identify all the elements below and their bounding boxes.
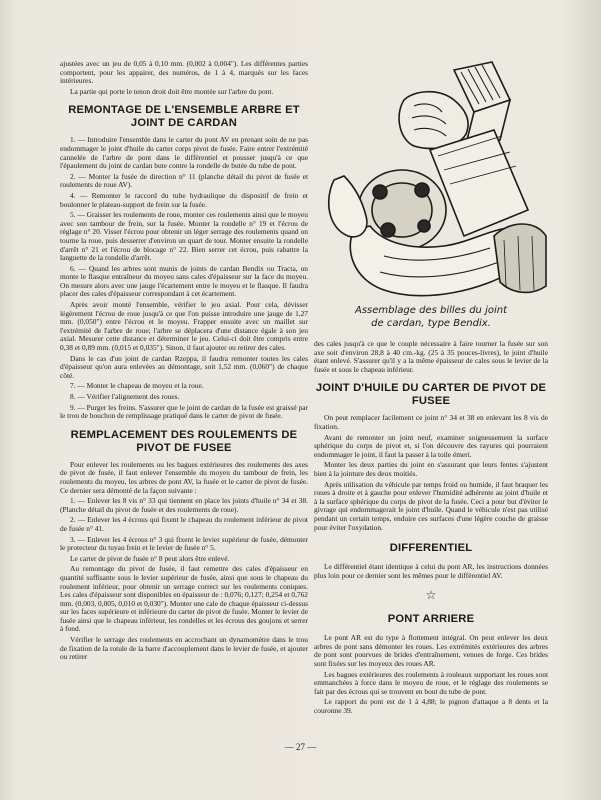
body-paragraph: 4. — Remonter le raccord du tube hydraulique du dispositif de frein et boulonner le plateau-support de frein sur la fusée. — [60, 190, 308, 209]
body-paragraph: Le rapport du pont est de 1 à 4,88; le pignon d'attaque a 8 dents et la couronne 39. — [314, 697, 548, 716]
page-number: — 27 — — [284, 742, 317, 752]
body-paragraph: 3. — Enlever les 4 écrous n° 3 qui fixent le levier supérieur de fusée, démonter le protecteur du tuyau frein et le levier de fusée n° 5. — [60, 534, 308, 553]
intro-paragraph: ajustées avec un jeu de 0,05 à 0,10 mm. (0,002 à 0,004"). Les différentes parties comportent, pour les appairer, des numéros, de 1 à 4, marqués sur les faces intérieures. — [60, 59, 308, 86]
body-paragraph: Les bagues extérieures des roulements à rouleaux supportant les roues sont emmanchées à force dans le moyeu de roue, et le réglage des roulements se fait par des écrous qui se trouvent en bout du tube de pont. — [314, 669, 548, 696]
right-column — [314, 60, 548, 718]
left-column — [60, 60, 308, 664]
section-heading-joint: JOINT D'HUILE DU CARTER DE PIVOT DE FUSEE — [315, 382, 547, 408]
intro-paragraph: La partie qui porte le tenon droit doit être montée sur l'arbre du pont. — [70, 86, 274, 96]
cardan-joint-illustration — [314, 60, 548, 340]
body-paragraph: On peut remplacer facilement ce joint n° 34 et 38 en enlevant les 8 vis de fixation. — [314, 413, 548, 431]
section-heading-remplacement: REMPLACEMENT DES ROULEMENTS DE PIVOT DE FUSEE — [70, 428, 298, 454]
illustration-caption — [314, 304, 548, 330]
body-paragraph: Le carter de pivot de fusée n° 8 peut alors être enlevé. — [70, 553, 230, 563]
body-paragraph: 5. — Graisser les roulements de roue, monter ces roulements ainsi que le moyeu avec son tambour de frein, sur la fusée. Monter la rondelle n° 19 et l'écrou de réglage n° 20. Visser l'écrou pour obtenir un léger serrage des roulements quand on tourne la roue, puis desserrer d'environ un quart de tour. Monter ensuite la rondelle d'arrêt n° 21 et l'écrou de blocage n° 22. Bien serrer cet écrou, puis rabattre la languette de la rondelle d'arrêt. — [60, 210, 308, 263]
section-heading-differentiel: DIFFERENTIEL — [389, 542, 473, 555]
body-paragraph: 2. — Enlever les 4 écrous qui fixent le chapeau du roulement inférieur de pivot de fusée n° 41. — [60, 515, 308, 533]
body-paragraph: 7. — Monter le chapeau de moyeu et la roue. — [70, 381, 204, 391]
body-paragraph: 1. — Introduire l'ensemble dans le carter du pont AV en prenant soin de ne pas endommager le joint d'huile du carter corps pivot de fusée. Faire entrer l'extrémité cannelée de l'arbre de pont dans le différentiel et pousser jusqu'à ce que l'épaulement du joint de cardan bute contre la rondelle de butée du tube de pont. — [60, 135, 308, 171]
caption-line: de cardan, type Bendix. — [371, 318, 491, 329]
body-paragraph: Pour enlever les roulements ou les bagues extérieures des roulements des axes de pivot de fusée, il faut enlever l'ensemble du moyeu du tambour de frein, les roulements du moyeu, les arbres de pont AV, la fusée et le carter de pivot de fusée. Ce dernier sera démonté de la façon suivante : — [60, 459, 308, 495]
body-paragraph: Le différentiel étant identique à celui du pont AR, les instructions données plus loin pour ce dernier sont les mêmes pour le différentiel AV. — [314, 562, 548, 580]
body-paragraph: Le pont AR est du type à flottement intégral. On peut enlever les deux arbres de pont sans démonter les roues. Les extrémités extérieures des arbres de pont sont pourvues de brides d'entraînement, venues de forge. Ces brides sont fixées sur les moyeux des roues AR. — [314, 633, 548, 669]
hands-assembly-drawing — [314, 60, 548, 310]
body-paragraph: Dans le cas d'un joint de cardan Rzeppa, il faudra remonter toutes les cales d'épaisseur qu'on aura enlevées au démontage, soit 1,52 mm. (0,060") de chaque côté. — [60, 353, 308, 380]
body-paragraph: 2. — Monter la fusée de direction n° 11 (planche détail du pivot de fusée et roulements de roue AV). — [60, 171, 308, 190]
section-heading-remontage: REMONTAGE DE L'ENSEMBLE ARBRE ET JOINT DE CARDAN — [68, 104, 300, 130]
body-paragraph: 6. — Quand les arbres sont munis de joints de cardan Bendix ou Tracta, on monte le flasque entraîneur du moyeu sans cales d'épaisseur sur la face du moyeu. On mesure alors avec une jauge l'écartement entre le moyeu et le flasque. Il faudra placer des cales d'épaisseur correspondant à cet écartement. — [60, 263, 308, 299]
body-paragraph: Avant de remonter un joint neuf, examiner soigneusement la surface sphérique du corps de pivot et, si l'on découvre des rayures qui pourraient endommager le joint, il faut la passer à la toile émeri. — [314, 432, 548, 459]
body-paragraph: 9. — Purger les freins. S'assurer que le joint de cardan de la fusée est graissé par le trou de bouchon de remplissage pratiqué dans le carter de pivot de fusée. — [60, 402, 308, 421]
body-paragraph: 1. — Enlever les 8 vis n° 33 qui tiennent en place les joints d'huile n° 34 et 38. (Planche détail du pivot de fusée et des roulements de roue). — [60, 496, 308, 514]
body-paragraph: Après utilisation du véhicule par temps froid ou humide, il faut braquer les roues à droite et à gauche pour enlever l'humidité adhérente au joint d'huile et à la surface sphérique du corps de pivot de la fusée. Ceci a pour but d'éviter le givrage qui endommagerait le joint d'huile. Quand le véhicule n'est pas utilisé pendant un certain temps, enduire ces surfaces d'une légère couche de graisse pour éviter l'oxydation. — [314, 479, 548, 532]
section-heading-pont-arriere: PONT ARRIERE — [387, 613, 475, 626]
star-ornament: ☆ — [425, 588, 437, 603]
body-paragraph: Après avoir monté l'ensemble, vérifier le jeu axial. Pour cela, dévisser légèrement l'écrou de roue jusqu'à ce que l'on puisse introduire une jauge de 1,27 mm. (0,050") entre l'écrou et le moyeu. Frapper ensuite avec un maillet sur l'extrémité de l'arbre de roue; l'arbre se déplacera d'une distance égale à son jeu axial. Mesurer cette distance et déterminer le jeu. Celui-ci doit être compris entre 0,38 et 0,89 mm. (0,015 et 0,035"). Sinon, il faut ajouter ou retirer des cales. — [60, 300, 308, 353]
caption-line: Assemblage des billes du joint — [355, 305, 507, 316]
body-paragraph: Vérifier le serrage des roulements en accrochant un dynamomètre dans le trou de fixation de la rotule de la barre d'accouplement dans le levier de fusée, et ajouter ou retirer — [60, 635, 308, 662]
body-paragraph: Au remontage du pivot de fusée, il faut remettre des cales d'épaisseur en quantité suffisante sous le levier supérieur de fusée, ainsi que sous le chapeau du roulement inférieur, pour obtenir un serrage correct sur les roulements coniques. Les cales d'épaisseur sont disponibles en épaisseur de : 0,076; 0,127; 0,254 et 0,762 mm. (0,003, 0,005, 0,010 et 0,030"). Monter une cale de chaque épaisseur ci-dessus sur les faces supérieure et inférieure du carter de pivot de fusée. Monter le levier de fusée ainsi que le chapeau inférieur, les rondelles et les écrous des goujons et serrer à fond. — [60, 564, 308, 634]
body-paragraph: Monter les deux parties du joint en s'assurant que leurs fentes s'ajustent bien à la jointure des deux moitiés. — [314, 460, 548, 478]
body-paragraph: 8. — Vérifier l'alignement des roues. — [70, 392, 180, 401]
continuation-paragraph: des cales jusqu'à ce que le couple nécessaire à faire tourner la fusée sur son axe soit d'environ 28,8 à 40 cm.-kg. (25 à 35 pouces-livres), le joint d'huile étant enlevé. S'assurer qu'il y a la même épaisseur de cales sous le levier de la fusée et sous le chapeau inférieur. — [314, 339, 548, 374]
